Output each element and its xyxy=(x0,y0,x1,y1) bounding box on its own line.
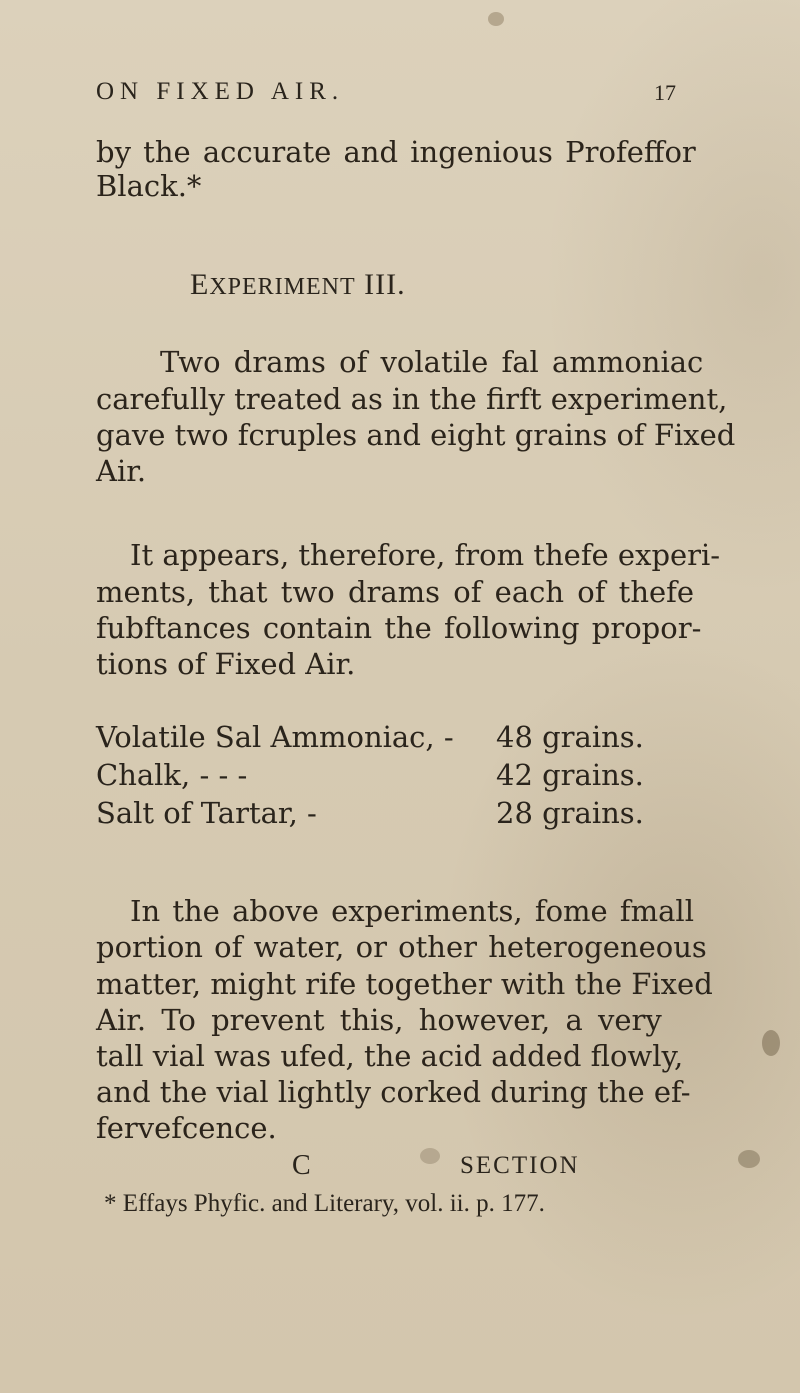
text-line: fubftances contain the following propor- xyxy=(96,611,702,645)
text-line: gave two fcruples and eight grains of Fixed xyxy=(96,418,736,452)
table-row xyxy=(96,796,656,834)
proportions-table xyxy=(96,720,656,834)
text-line: and the vial lightly corked during the ef- xyxy=(96,1075,691,1109)
substance-name: Volatile Sal Ammoniac, - xyxy=(96,720,454,754)
table-row xyxy=(96,720,656,758)
text-line: Black.* xyxy=(96,169,202,203)
running-title: ON FIXED AIR. xyxy=(96,78,345,105)
text-line: carefully treated as in the firft experiment, xyxy=(96,382,728,416)
page-number: 17 xyxy=(654,80,676,105)
text-line: portion of water, or other heterogeneous xyxy=(96,930,707,964)
text-line: tions of Fixed Air. xyxy=(96,647,356,681)
text-line: Air. To prevent this, however, a very xyxy=(96,1003,662,1037)
text-line: by the accurate and ingenious Profeffor xyxy=(96,135,696,169)
substance-amount: 42 grains. xyxy=(496,758,644,792)
table-row xyxy=(96,758,656,796)
heading-number: III. xyxy=(355,268,406,301)
paper-stain xyxy=(738,1150,760,1168)
paper-stain xyxy=(762,1030,780,1056)
heading-initial: E xyxy=(190,268,210,301)
text-line: tall vial was ufed, the acid added flowly, xyxy=(96,1039,684,1073)
text-line: ments, that two drams of each of thefe xyxy=(96,575,695,609)
page-header xyxy=(96,78,676,108)
text-line: matter, might rife together with the Fixed xyxy=(96,967,713,1001)
paper-stain xyxy=(420,1148,440,1164)
substance-name: Chalk, - - - xyxy=(96,758,248,792)
catchword: SECTION xyxy=(460,1152,580,1179)
paper-stain xyxy=(488,12,504,26)
substance-amount: 48 grains. xyxy=(496,720,644,754)
heading-smallcaps: XPERIMENT xyxy=(209,274,356,300)
text-line: It appears, therefore, from thefe experi- xyxy=(130,538,721,572)
text-line: In the above experiments, fome fmall xyxy=(130,894,694,928)
experiment-heading xyxy=(190,268,406,302)
footnote: * Effays Phyfic. and Literary, vol. ii. p. 177. xyxy=(104,1190,545,1217)
substance-name: Salt of Tartar, - xyxy=(96,796,317,830)
text-line: fervefcence. xyxy=(96,1111,277,1145)
substance-amount: 28 grains. xyxy=(496,796,644,830)
text-line: Air. xyxy=(96,454,147,488)
text-line: Two drams of volatile fal ammoniac xyxy=(160,345,704,379)
signature-mark: C xyxy=(292,1150,311,1181)
